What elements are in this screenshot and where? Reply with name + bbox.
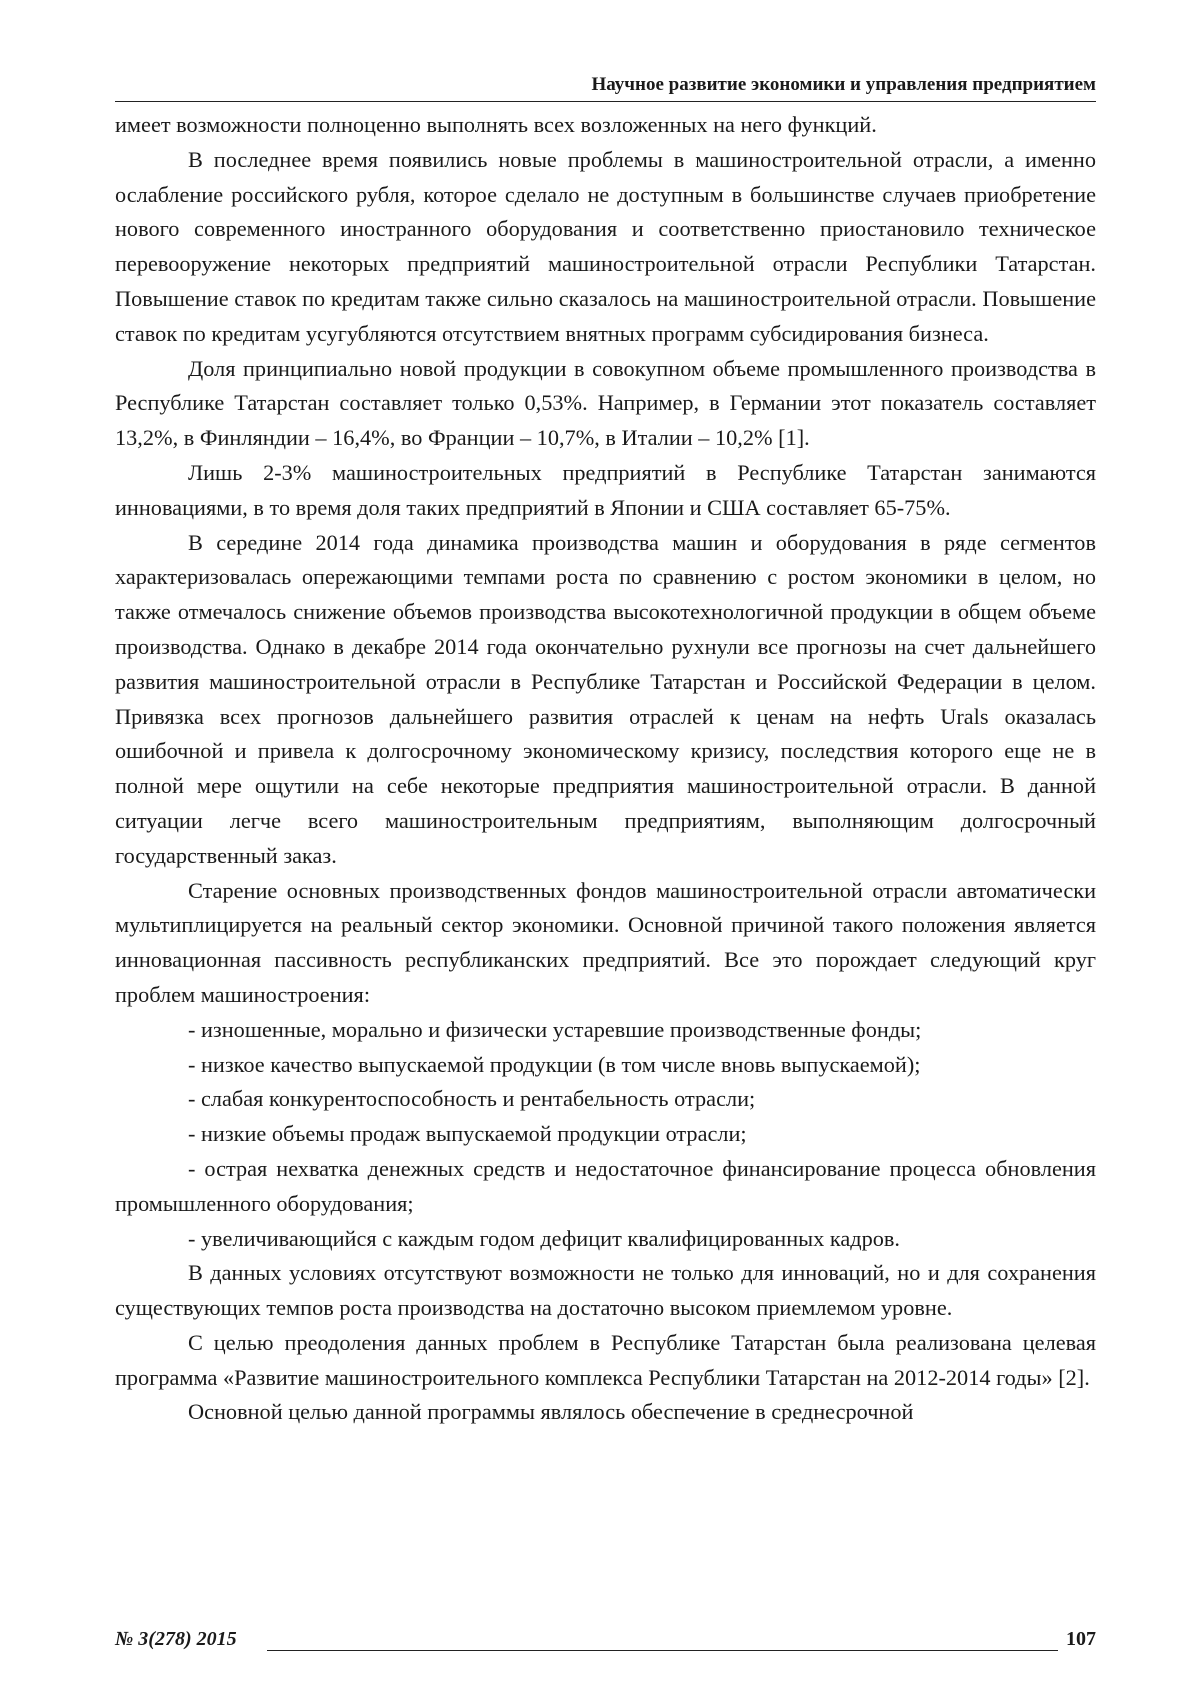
paragraph: С целью преодоления данных проблем в Республике Татарстан была реализована целевая программа «Развитие машиностроительного комплекса Республики Татарстан на 2012-2014 годы» [2]. [115,1329,1096,1390]
paragraph: Основной целью данной программы являлось обеспечение в среднесрочной [188,1399,914,1425]
footer-rule [267,1650,1058,1651]
running-header [115,73,1096,102]
list-item: - острая нехватка денежных средств и недостаточное финансирование процесса обновления промышленного оборудования; [115,1155,1096,1216]
paragraph: Доля принципиально новой продукции в совокупном объеме промышленного производства в Республике Татарстан составляет только 0,53%. Например, в Германии этот показатель составляет 13,2%, в Финляндии – 16,4%, во Франции – 10,7%, в Италии – 10,2% [1]. [115,355,1096,451]
paragraph: В последнее время появились новые проблемы в машиностроительной отрасли, а именно ослабление российского рубля, которое сделало не доступным в большинстве случаев приобретение нового современного иностранного оборудования и соответственно приостановило техническое перевооружение некоторых предприятий машиностроительной отрасли Республики Татарстан. Повышение ставок по кредитам также сильно сказалось на машиностроительной отрасли. Повышение ставок по кредитам усугубляются отсутствием внятных программ субсидирования бизнеса. [115,146,1096,346]
paragraph: Лишь 2-3% машиностроительных предприятий в Республике Татарстан занимаются инновациями, в то время доля таких предприятий в Японии и США составляет 65-75%. [115,459,1096,520]
paragraph: В середине 2014 года динамика производства машин и оборудования в ряде сегментов характеризовалась опережающими темпами роста по сравнению с ростом экономики в целом, но также отмечалось снижение объемов производства высокотехнологичной продукции в общем объеме производства. Однако в декабре 2014 года окончательно рухнули все прогнозы на счет дальнейшего развития машиностроительной отрасли в Республике Татарстан и Российской Федерации в целом. Привязка всех прогнозов дальнейшего развития отраслей к ценам на нефть Urals оказалась ошибочной и привела к долгосрочному экономическому кризису, последствия которого еще не в полной мере ощутили на себе некоторые предприятия машиностроительной отрасли. В данной ситуации легче всего машиностроительным предприятиям, выполняющим долгосрочный государственный заказ. [115,529,1096,868]
paragraph: Старение основных производственных фондов машиностроительной отрасли автоматически мультиплицируется на реальный сектор экономики. Основной причиной такого положения является инновационная пассивность республиканских предприятий. Все это порождает следующий круг проблем машиностроения: [115,877,1096,1007]
article-body [115,108,1096,1430]
paragraph: имеет возможности полноценно выполнять всех возложенных на него функций. [115,112,877,137]
list-item: - слабая конкурентоспособность и рентабельность отрасли; [188,1086,756,1112]
issue-number: № 3(278) 2015 [115,1628,237,1650]
list-item: - низкие объемы продаж выпускаемой продукции отрасли; [188,1121,747,1147]
list-item: - изношенные, морально и физически устаревшие производственные фонды; [188,1016,922,1042]
page-footer [115,1628,1096,1658]
paragraph: В данных условиях отсутствуют возможности не только для инноваций, но и для сохранения существующих темпов роста производства на достаточно высоком приемлемом уровне. [115,1260,1096,1321]
journal-title: Научное развитие экономики и управления предприятием [591,74,1096,95]
list-item: - увеличивающийся с каждым годом дефицит квалифицированных кадров. [188,1225,900,1251]
page-number: 107 [1066,1628,1096,1650]
list-item: - низкое качество выпускаемой продукции (в том числе вновь выпускаемой); [188,1051,921,1077]
